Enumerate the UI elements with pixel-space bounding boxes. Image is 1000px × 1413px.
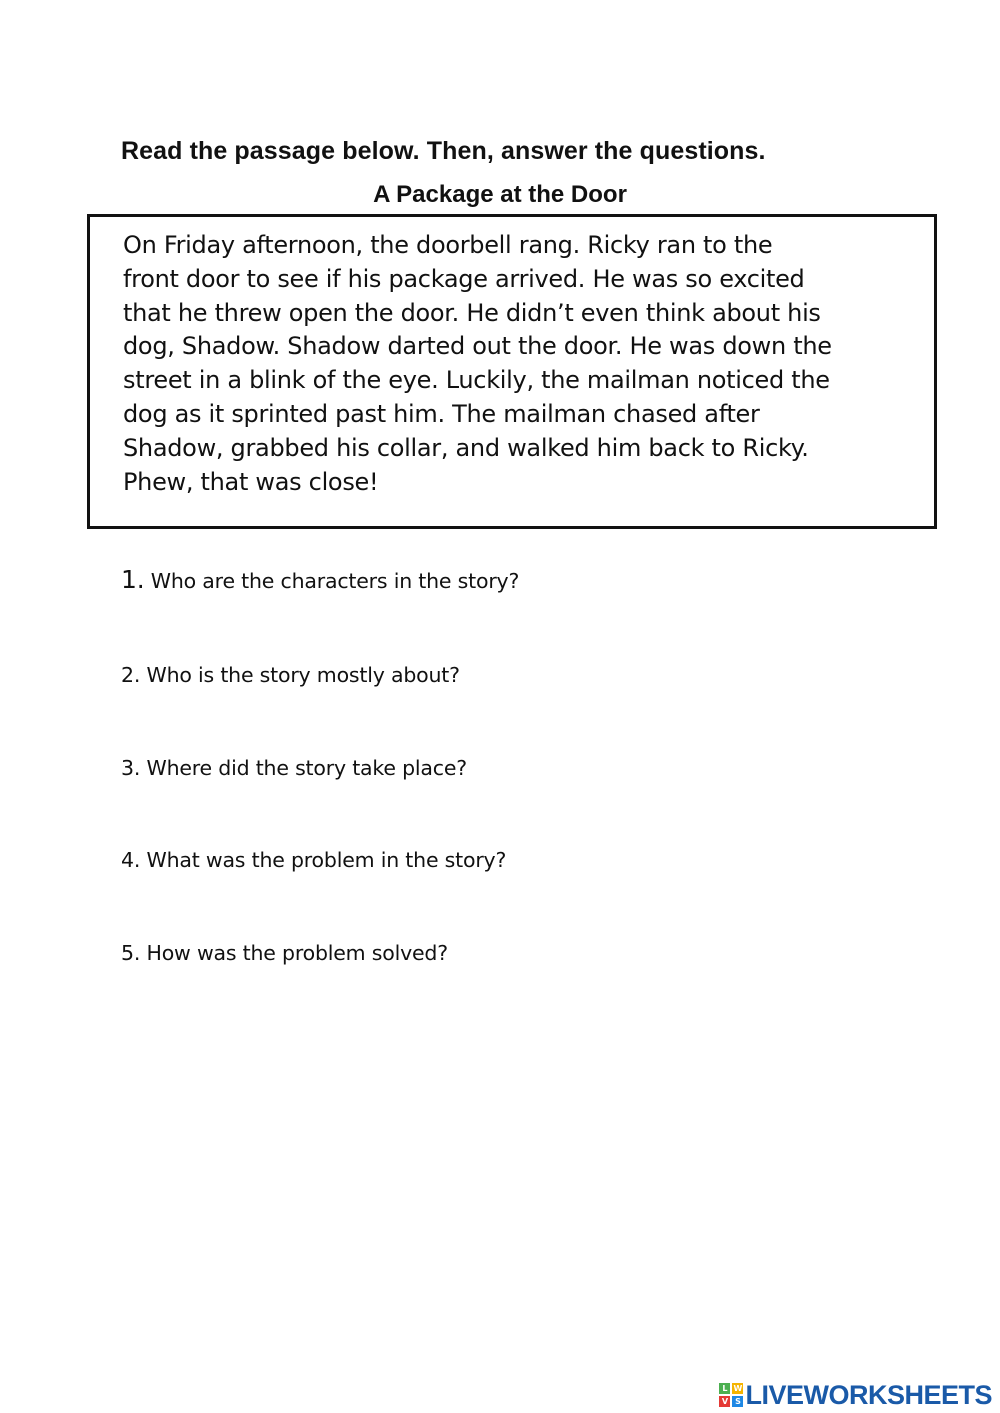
logo-block: W <box>733 1384 743 1393</box>
question-3 <box>121 754 467 782</box>
question-number: 5. <box>121 941 141 965</box>
question-4 <box>121 846 506 874</box>
passage-text <box>123 229 923 499</box>
liveworksheets-logo <box>719 1380 992 1410</box>
logo-block: S <box>732 1396 743 1407</box>
question-text: How was the problem solved? <box>146 941 448 965</box>
question-number: 4. <box>121 848 141 872</box>
question-number: 3. <box>121 756 141 780</box>
question-1 <box>121 566 519 595</box>
instruction-text: Read the passage below. Then, answer the questions. <box>121 137 766 165</box>
question-number: 1. <box>121 565 145 594</box>
question-text: Who is the story mostly about? <box>146 663 460 687</box>
passage-line: dog, Shadow. Shadow darted out the door. He was down the <box>123 332 832 361</box>
question-number: 2. <box>121 663 141 687</box>
passage-line: that he threw open the door. He didn’t even think about his <box>123 298 821 327</box>
logo-text: LIVEWORKSHEETS <box>745 1379 992 1410</box>
passage-line: On Friday afternoon, the doorbell rang. Ricky ran to the <box>123 231 773 259</box>
passage-line: dog as it sprinted past him. The mailman chased after <box>123 399 760 428</box>
question-2 <box>121 661 460 689</box>
question-5 <box>121 939 448 967</box>
logo-block: V <box>719 1396 730 1407</box>
passage-line: front door to see if his package arrived. He was so excited <box>123 264 805 293</box>
logo-blocks-icon <box>719 1383 743 1407</box>
question-text: Who are the characters in the story? <box>150 569 520 593</box>
question-text: What was the problem in the story? <box>146 848 507 872</box>
passage-title: A Package at the Door <box>373 181 627 208</box>
passage-line: Phew, that was close! <box>123 467 379 496</box>
passage-box <box>87 214 937 529</box>
passage-line: Shadow, grabbed his collar, and walked him back to Ricky. <box>123 433 809 462</box>
logo-block: L <box>719 1383 730 1394</box>
passage-line: street in a blink of the eye. Luckily, the mailman noticed the <box>123 366 830 395</box>
question-text: Where did the story take place? <box>146 756 467 780</box>
